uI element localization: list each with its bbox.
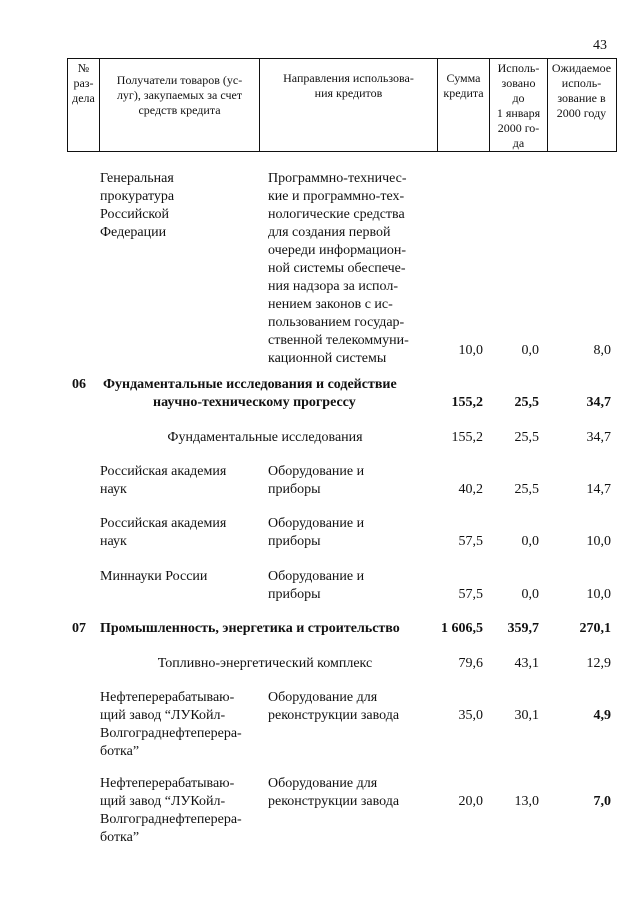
recipient-line: Российская академия [100,516,227,531]
recipient-line: Федерации [100,225,167,240]
direction-line: Оборудование для [268,776,378,791]
header-line: средств кредита [138,103,221,117]
subsection-title: Фундаментальные исследования [167,430,363,445]
direction-line: Оборудование для [268,690,378,705]
direction-line: Оборудование и [268,569,365,584]
direction-line: ной системы обеспече- [268,261,406,276]
recipient-line: Миннауки России [100,569,208,584]
header-line: зование в [557,91,606,105]
page-number: 43 [593,38,607,53]
direction-line: очереди информацион- [268,243,406,258]
recipient-line: Российская академия [100,464,227,479]
header-line: 2000 году [556,106,607,120]
amount-value: 155,2 [451,395,483,410]
expected-value: 34,7 [586,430,611,445]
recipient-line: ботка” [100,744,140,759]
section-title: Фундаментальные исследования и содействие [103,377,397,392]
direction-line: ния надзора за испол- [268,279,398,294]
used-value: 25,5 [514,395,539,410]
recipient-line: ботка” [100,830,140,845]
direction-line: Оборудование и [268,464,365,479]
expected-value: 10,0 [586,534,611,549]
subsection-title: Топливно-энергетический комплекс [157,656,373,671]
header-expected [548,59,615,151]
header-used [490,59,548,151]
amount-value: 1 606,5 [441,621,483,636]
amount-value: 35,0 [458,708,483,723]
recipient-line: Нефтеперерабатываю- [100,690,235,705]
amount-value: 79,6 [458,656,483,671]
recipient-line: Российской [100,207,169,222]
amount-value: 57,5 [458,534,483,549]
expected-value: 14,7 [586,482,611,497]
header-line: Получатели товаров (ус- [116,73,243,87]
direction-line: приборы [268,587,321,602]
amount-value: 40,2 [458,482,483,497]
header-line: дела [72,91,95,105]
direction-line: для создания первой [268,225,391,240]
expected-value: 12,9 [586,656,611,671]
direction-line: нением законов с ис- [268,297,393,312]
expected-value: 8,0 [593,343,611,358]
expected-value: 270,1 [579,621,611,636]
amount-value: 20,0 [458,794,483,809]
used-value: 0,0 [521,534,539,549]
header-line: исполь- [561,76,602,90]
expected-value: 7,0 [593,794,611,809]
header-line: Исполь- [497,61,540,75]
direction-line: кационной системы [268,351,387,366]
recipient-line: Нефтеперерабатываю- [100,776,235,791]
used-value: 43,1 [514,656,539,671]
section-title: Промышленность, энергетика и строительство [100,621,400,636]
direction-line: пользованием государ- [268,315,405,330]
header-line: зовано [501,76,536,90]
header-line: Сумма [446,71,481,85]
expected-value: 10,0 [586,587,611,602]
header-line: до [512,91,525,105]
section-code: 06 [72,377,86,392]
recipient-line: щий завод “ЛУКойл- [100,794,226,809]
direction-line: Оборудование и [268,516,365,531]
header-line: Направления использова- [283,71,414,85]
section-code: 07 [72,621,86,636]
used-value: 25,5 [514,482,539,497]
used-value: 0,0 [521,587,539,602]
direction-line: приборы [268,482,321,497]
header-directions [260,59,438,151]
amount-value: 155,2 [451,430,483,445]
recipient-line: наук [100,482,127,497]
direction-line: реконструкции завода [268,708,400,723]
recipient-line: Волгограднефтеперера- [100,726,242,741]
header-line: ния кредитов [314,86,383,100]
header-section-number [68,59,100,151]
direction-line: приборы [268,534,321,549]
used-value: 30,1 [514,708,539,723]
section-title: научно-техническому прогрессу [153,395,356,410]
used-value: 25,5 [514,430,539,445]
amount-value: 10,0 [458,343,483,358]
table-header [67,58,617,152]
header-line: № [77,61,90,75]
recipient-line: прокуратура [100,189,175,204]
recipient-line: наук [100,534,127,549]
direction-line: Программно-техничес- [268,171,407,186]
direction-line: кие и программно-тех- [268,189,405,204]
used-value: 0,0 [521,343,539,358]
header-line: кредита [443,86,484,100]
header-line: раз- [73,76,94,90]
amount-value: 57,5 [458,587,483,602]
expected-value: 4,9 [593,708,611,723]
expected-value: 34,7 [586,395,611,410]
header-recipients [100,59,260,151]
direction-line: реконструкции завода [268,794,400,809]
header-line: 1 января [496,106,541,120]
header-amount [438,59,490,151]
direction-line: нологические средства [268,207,405,222]
used-value: 13,0 [514,794,539,809]
header-line: да [512,136,525,150]
header-line: луг), закупаемых за счет [116,88,243,102]
recipient-line: Волгограднефтеперера- [100,812,242,827]
recipient-line: Генеральная [100,171,174,186]
used-value: 359,7 [507,621,539,636]
direction-line: ственной телекоммуни- [268,333,409,348]
header-line: Ожидаемое [551,61,612,75]
header-line: 2000 го- [497,121,540,135]
recipient-line: щий завод “ЛУКойл- [100,708,226,723]
